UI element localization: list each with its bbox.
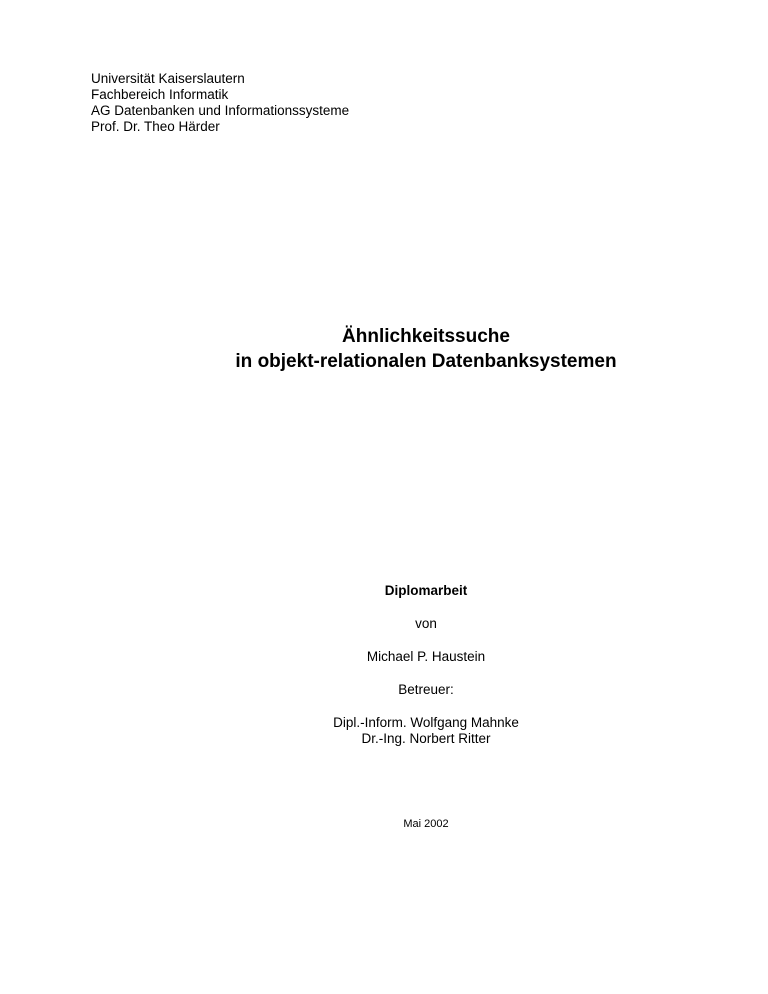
department-name: Fachbereich Informatik — [91, 87, 229, 102]
title-line-1: Ähnlichkeitssuche — [342, 326, 510, 347]
by-label: von — [415, 616, 437, 631]
supervisors-label: Betreuer: — [398, 682, 454, 697]
supervisor-2: Dr.-Ing. Norbert Ritter — [361, 731, 491, 746]
professor-name: Prof. Dr. Theo Härder — [91, 119, 220, 134]
thesis-date: Mai 2002 — [403, 818, 449, 830]
thesis-type: Diplomarbeit — [384, 583, 468, 598]
title-line-2: in objekt-relationalen Datenbanksystemen — [235, 351, 617, 372]
university-name: Universität Kaiserslautern — [91, 71, 245, 86]
author-name: Michael P. Haustein — [366, 649, 486, 664]
supervisor-1: Dipl.-Inform. Wolfgang Mahnke — [333, 715, 519, 730]
research-group: AG Datenbanken und Informationssysteme — [91, 103, 350, 118]
institution-header — [91, 71, 349, 135]
